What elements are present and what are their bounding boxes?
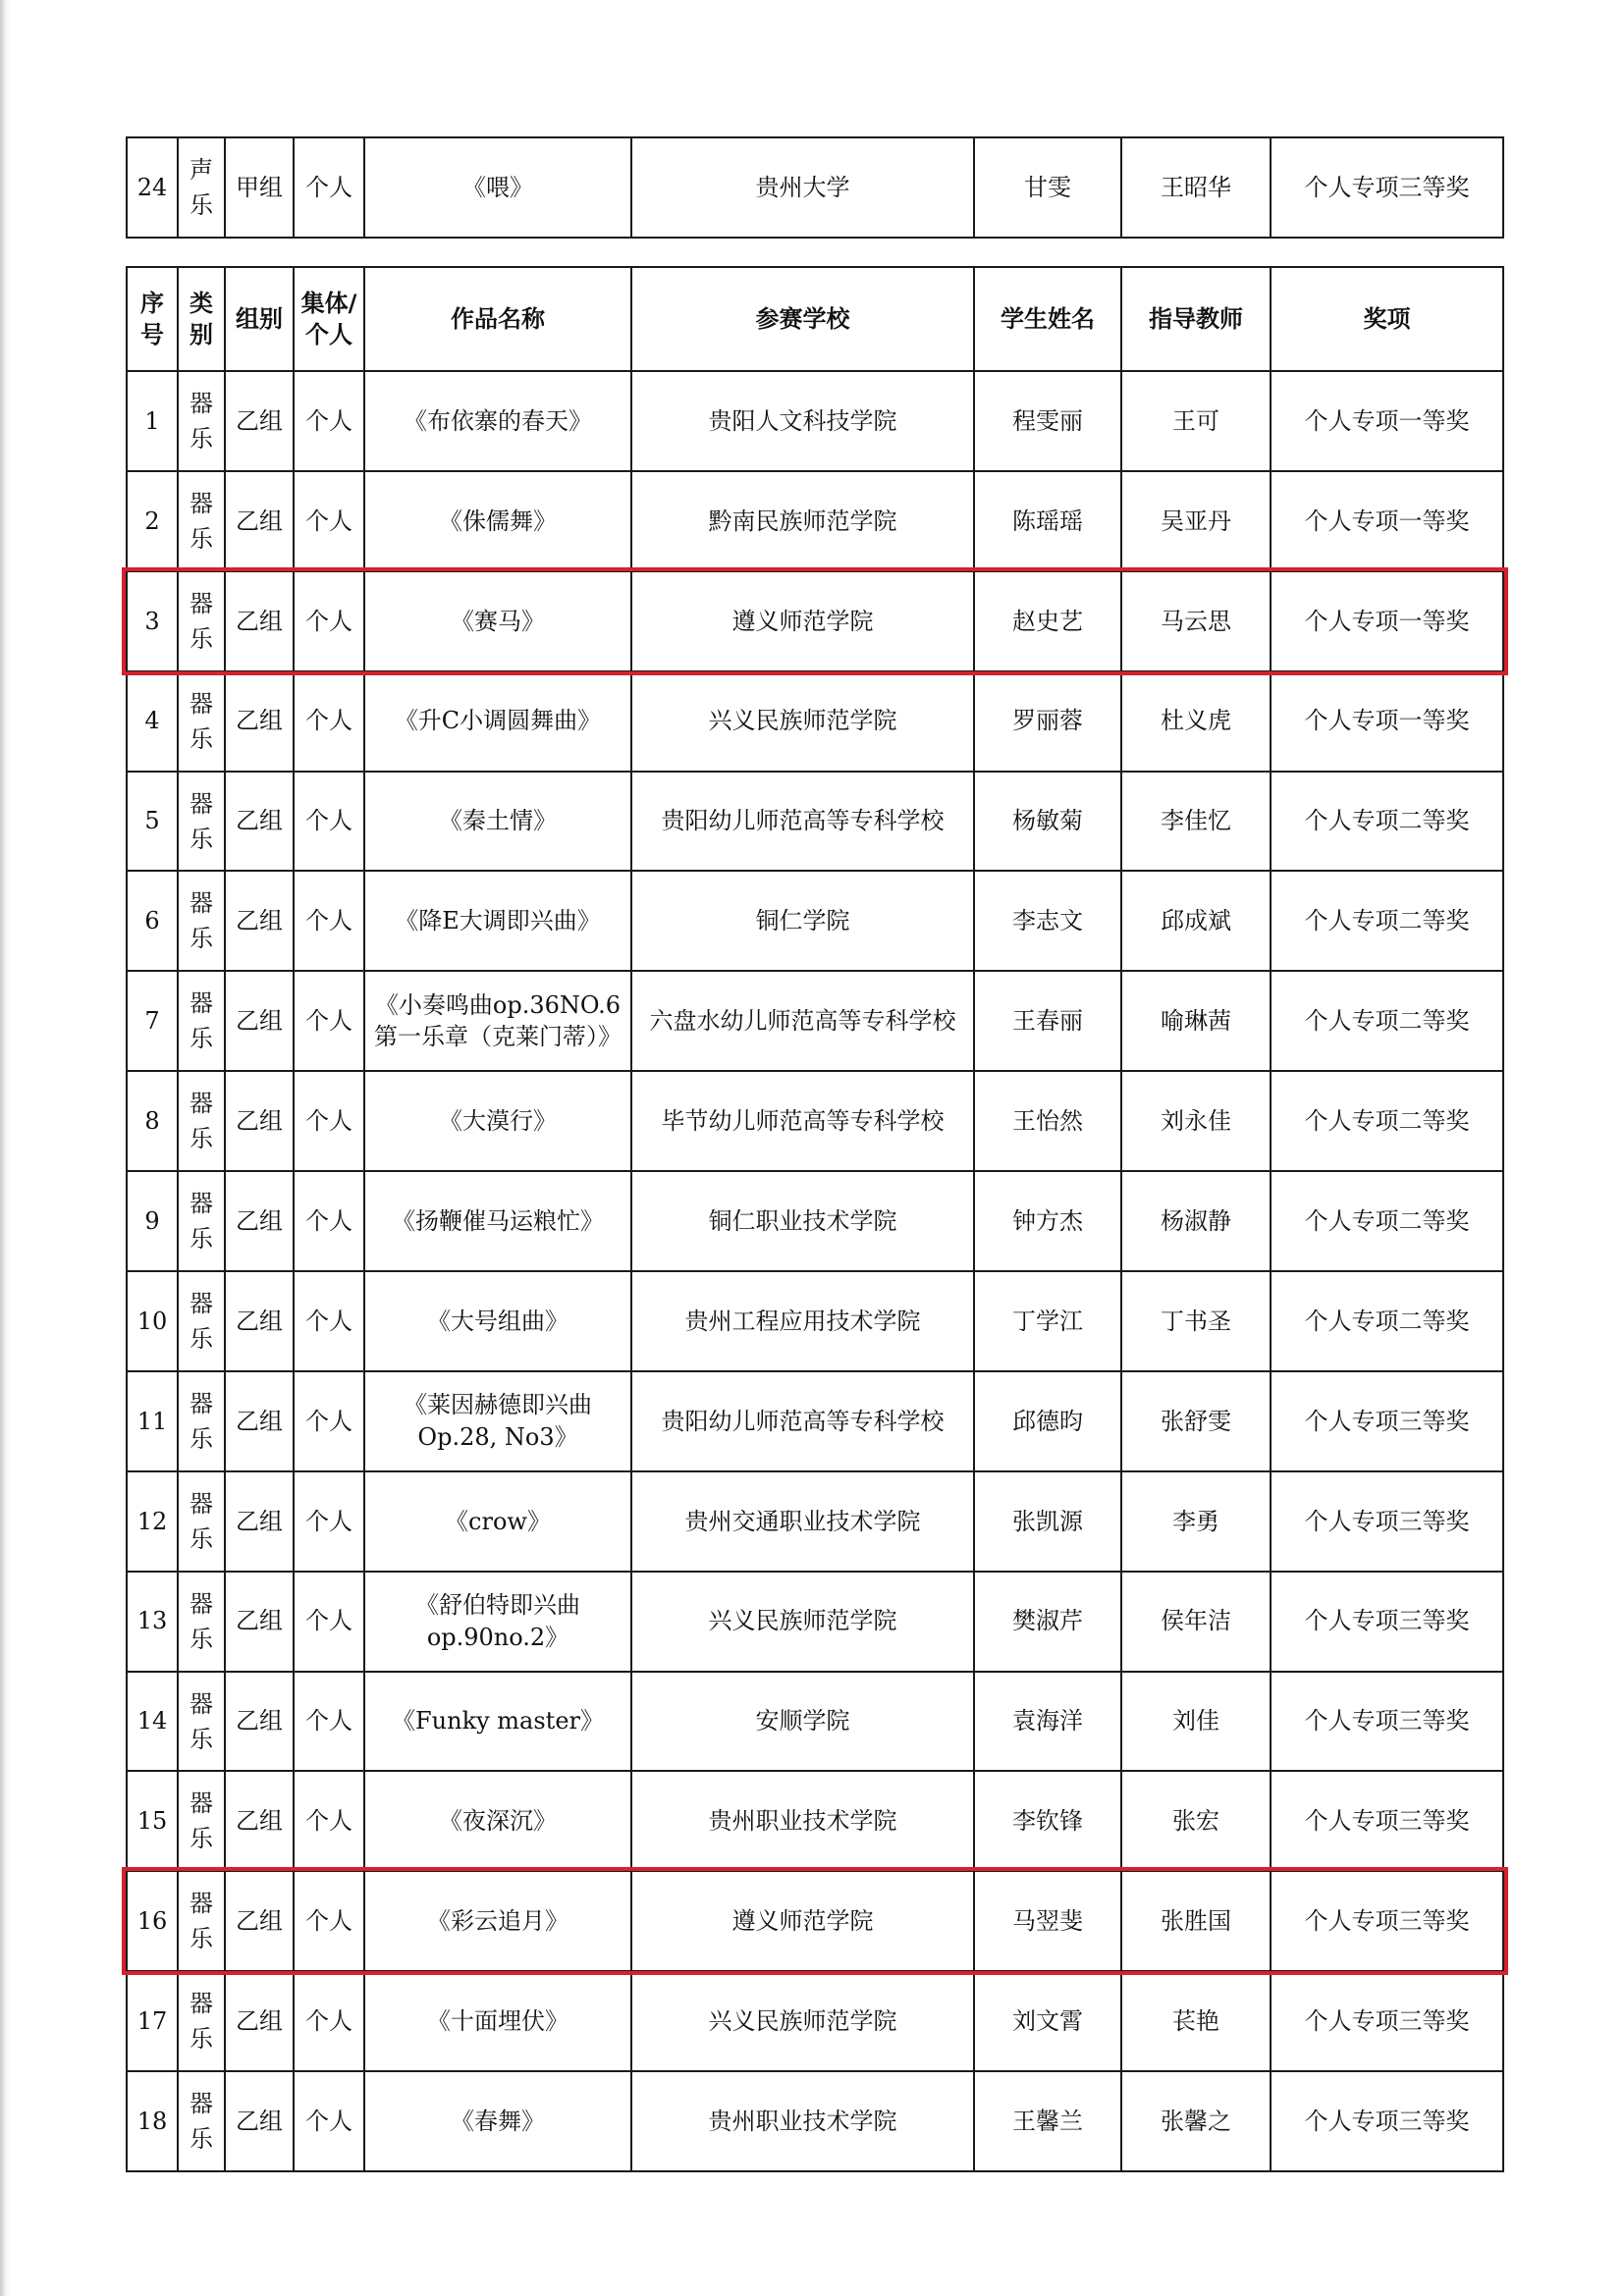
row-student: 程雯丽: [974, 371, 1121, 471]
table-row: [127, 671, 1503, 772]
row-index: 13: [127, 1572, 178, 1672]
row-award: 个人专项二等奖: [1271, 871, 1503, 971]
table-row: [127, 1871, 1503, 1971]
row-school: 毕节幼儿师范高等专科学校: [631, 1071, 974, 1171]
header-category: 类 别: [178, 267, 225, 371]
row-index: 16: [127, 1871, 178, 1971]
row-group: 乙组: [225, 1271, 294, 1371]
row-teacher: 王可: [1121, 371, 1271, 471]
row-school: 贵阳幼儿师范高等专科学校: [631, 772, 974, 872]
row-index: 11: [127, 1371, 178, 1471]
row-category: 器 乐: [178, 371, 225, 471]
row-school: 贵州大学: [631, 137, 974, 238]
row-category: 器 乐: [178, 1771, 225, 1871]
row-group: 乙组: [225, 1672, 294, 1772]
row-index: 14: [127, 1672, 178, 1772]
row-teacher: 杜义虎: [1121, 671, 1271, 772]
row-award: 个人专项三等奖: [1271, 1771, 1503, 1871]
row-type: 个人: [294, 772, 364, 872]
table-row: [127, 571, 1503, 671]
row-teacher: 张胜国: [1121, 1871, 1271, 1971]
row-teacher: 李佳忆: [1121, 772, 1271, 872]
row-school: 兴义民族师范学院: [631, 671, 974, 772]
table-row: [127, 971, 1503, 1071]
table-row: [127, 1171, 1503, 1271]
row-type: 个人: [294, 2071, 364, 2171]
row-index: 10: [127, 1271, 178, 1371]
row-type: 个人: [294, 1971, 364, 2071]
row-category: 器 乐: [178, 671, 225, 772]
row-work: 《莱因赫德即兴曲Op.28, No3》: [364, 1371, 631, 1471]
row-award: 个人专项一等奖: [1271, 571, 1503, 671]
row-student: 李志文: [974, 871, 1121, 971]
row-type: 个人: [294, 1572, 364, 1672]
row-award: 个人专项一等奖: [1271, 371, 1503, 471]
header-type: 集体/ 个人: [294, 267, 364, 371]
row-type: 个人: [294, 1471, 364, 1572]
row-work: 《扬鞭催马运粮忙》: [364, 1171, 631, 1271]
row-index: 4: [127, 671, 178, 772]
row-type: 个人: [294, 1672, 364, 1772]
table-row: [127, 2071, 1503, 2171]
row-award: 个人专项三等奖: [1271, 1572, 1503, 1672]
row-group: 乙组: [225, 772, 294, 872]
row-category: 器 乐: [178, 2071, 225, 2171]
row-award: 个人专项二等奖: [1271, 1271, 1503, 1371]
row-student: 赵史艺: [974, 571, 1121, 671]
row-type: 个人: [294, 971, 364, 1071]
row-school: 遵义师范学院: [631, 571, 974, 671]
table-row: [127, 471, 1503, 571]
row-type: 个人: [294, 1071, 364, 1171]
table-row: [127, 1271, 1503, 1371]
row-category: 器 乐: [178, 772, 225, 872]
row-group: 乙组: [225, 871, 294, 971]
table-row: [127, 1971, 1503, 2071]
row-type: 个人: [294, 871, 364, 971]
row-student: 丁学江: [974, 1271, 1121, 1371]
header-group: 组别: [225, 267, 294, 371]
row-type: 个人: [294, 1371, 364, 1471]
table-row: [127, 1672, 1503, 1772]
row-school: 黔南民族师范学院: [631, 471, 974, 571]
row-group: 乙组: [225, 571, 294, 671]
header-index: 序 号: [127, 267, 178, 371]
row-award: 个人专项二等奖: [1271, 971, 1503, 1071]
row-student: 刘文霄: [974, 1971, 1121, 2071]
row-group: 乙组: [225, 1572, 294, 1672]
row-student: 王馨兰: [974, 2071, 1121, 2171]
row-award: 个人专项二等奖: [1271, 772, 1503, 872]
row-work: 《舒伯特即兴曲op.90no.2》: [364, 1572, 631, 1672]
row-work: 《夜深沉》: [364, 1771, 631, 1871]
row-award: 个人专项三等奖: [1271, 1471, 1503, 1572]
row-category: 器 乐: [178, 1871, 225, 1971]
row-award: 个人专项三等奖: [1271, 1371, 1503, 1471]
header-award: 奖项: [1271, 267, 1503, 371]
row-group: 乙组: [225, 2071, 294, 2171]
row-group: 乙组: [225, 1871, 294, 1971]
row-type: 个人: [294, 671, 364, 772]
row-group: 乙组: [225, 1171, 294, 1271]
row-index: 8: [127, 1071, 178, 1171]
row-category: 声 乐: [178, 137, 225, 238]
row-student: 樊淑芹: [974, 1572, 1121, 1672]
header-teacher: 指导教师: [1121, 267, 1271, 371]
row-award: 个人专项二等奖: [1271, 1171, 1503, 1271]
row-school: 贵州职业技术学院: [631, 2071, 974, 2171]
row-index: 2: [127, 471, 178, 571]
row-type: 个人: [294, 371, 364, 471]
row-student: 钟方杰: [974, 1171, 1121, 1271]
table-row: [127, 1471, 1503, 1572]
row-student: 王春丽: [974, 971, 1121, 1071]
row-work: 《大号组曲》: [364, 1271, 631, 1371]
row-student: 张凯源: [974, 1471, 1121, 1572]
table-row: [127, 137, 1503, 238]
row-category: 器 乐: [178, 1971, 225, 2071]
row-index: 17: [127, 1971, 178, 2071]
row-index: 12: [127, 1471, 178, 1572]
row-teacher: 丁书圣: [1121, 1271, 1271, 1371]
row-teacher: 吴亚丹: [1121, 471, 1271, 571]
row-group: 乙组: [225, 671, 294, 772]
row-student: 陈瑶瑶: [974, 471, 1121, 571]
row-category: 器 乐: [178, 1071, 225, 1171]
row-school: 兴义民族师范学院: [631, 1971, 974, 2071]
row-group: 乙组: [225, 471, 294, 571]
header-school: 参赛学校: [631, 267, 974, 371]
header-work: 作品名称: [364, 267, 631, 371]
row-student: 邱德昀: [974, 1371, 1121, 1471]
row-category: 器 乐: [178, 1672, 225, 1772]
row-award: 个人专项三等奖: [1271, 1871, 1503, 1971]
row-teacher: 苌艳: [1121, 1971, 1271, 2071]
row-index: 3: [127, 571, 178, 671]
row-school: 安顺学院: [631, 1672, 974, 1772]
row-work: 《小奏鸣曲op.36NO.6第一乐章（克莱门蒂）》: [364, 971, 631, 1071]
row-school: 兴义民族师范学院: [631, 1572, 974, 1672]
row-teacher: 刘永佳: [1121, 1071, 1271, 1171]
row-teacher: 王昭华: [1121, 137, 1271, 238]
row-category: 器 乐: [178, 1371, 225, 1471]
row-group: 乙组: [225, 1971, 294, 2071]
table-row: [127, 1071, 1503, 1171]
row-group: 乙组: [225, 1071, 294, 1171]
header-student: 学生姓名: [974, 267, 1121, 371]
row-award: 个人专项一等奖: [1271, 471, 1503, 571]
row-work: 《侏儒舞》: [364, 471, 631, 571]
row-teacher: 杨淑静: [1121, 1171, 1271, 1271]
row-award: 个人专项三等奖: [1271, 1971, 1503, 2071]
row-student: 罗丽蓉: [974, 671, 1121, 772]
row-type: 个人: [294, 471, 364, 571]
row-work: 《大漠行》: [364, 1071, 631, 1171]
row-group: 乙组: [225, 1471, 294, 1572]
row-student: 袁海洋: [974, 1672, 1121, 1772]
row-teacher: 张宏: [1121, 1771, 1271, 1871]
row-category: 器 乐: [178, 1171, 225, 1271]
table-row: [127, 1572, 1503, 1672]
row-award: 个人专项三等奖: [1271, 1672, 1503, 1772]
previous-page-table: [126, 136, 1504, 239]
row-category: 器 乐: [178, 871, 225, 971]
row-category: 器 乐: [178, 1572, 225, 1672]
row-student: 王怡然: [974, 1071, 1121, 1171]
row-category: 器 乐: [178, 1471, 225, 1572]
row-work: 《春舞》: [364, 2071, 631, 2171]
row-type: 个人: [294, 1271, 364, 1371]
row-index: 18: [127, 2071, 178, 2171]
row-award: 个人专项二等奖: [1271, 1071, 1503, 1171]
row-work: 《赛马》: [364, 571, 631, 671]
row-work: 《Funky master》: [364, 1672, 631, 1772]
scan-edge-shadow: [0, 0, 10, 2296]
row-type: 个人: [294, 1171, 364, 1271]
row-teacher: 侯年洁: [1121, 1572, 1271, 1672]
row-school: 六盘水幼儿师范高等专科学校: [631, 971, 974, 1071]
row-category: 器 乐: [178, 471, 225, 571]
row-teacher: 刘佳: [1121, 1672, 1271, 1772]
table-row: [127, 772, 1503, 872]
row-work: 《十面埋伏》: [364, 1971, 631, 2071]
row-work: 《布依寨的春天》: [364, 371, 631, 471]
row-work: 《彩云追月》: [364, 1871, 631, 1971]
row-student: 马翌斐: [974, 1871, 1121, 1971]
row-award: 个人专项三等奖: [1271, 2071, 1503, 2171]
row-type: 个人: [294, 1771, 364, 1871]
row-school: 贵阳人文科技学院: [631, 371, 974, 471]
row-category: 器 乐: [178, 1271, 225, 1371]
row-school: 贵阳幼儿师范高等专科学校: [631, 1371, 974, 1471]
table-header-row: [127, 267, 1503, 371]
row-school: 铜仁职业技术学院: [631, 1171, 974, 1271]
row-school: 贵州职业技术学院: [631, 1771, 974, 1871]
row-student: 杨敏菊: [974, 772, 1121, 872]
row-category: 器 乐: [178, 571, 225, 671]
row-index: 9: [127, 1171, 178, 1271]
row-index: 6: [127, 871, 178, 971]
row-type: 个人: [294, 1871, 364, 1971]
table-row: [127, 871, 1503, 971]
row-type: 个人: [294, 571, 364, 671]
row-teacher: 马云思: [1121, 571, 1271, 671]
row-student: 李钦锋: [974, 1771, 1121, 1871]
row-teacher: 邱成斌: [1121, 871, 1271, 971]
row-index: 7: [127, 971, 178, 1071]
row-teacher: 张馨之: [1121, 2071, 1271, 2171]
row-work: 《crow》: [364, 1471, 631, 1572]
row-work: 《喂》: [364, 137, 631, 238]
row-work: 《升C小调圆舞曲》: [364, 671, 631, 772]
row-index: 1: [127, 371, 178, 471]
row-school: 贵州工程应用技术学院: [631, 1271, 974, 1371]
row-type: 个人: [294, 137, 364, 238]
row-group: 乙组: [225, 1771, 294, 1871]
row-school: 遵义师范学院: [631, 1871, 974, 1971]
row-school: 贵州交通职业技术学院: [631, 1471, 974, 1572]
row-award: 个人专项一等奖: [1271, 671, 1503, 772]
row-category: 器 乐: [178, 971, 225, 1071]
row-group: 甲组: [225, 137, 294, 238]
table-row: [127, 371, 1503, 471]
row-index: 24: [127, 137, 178, 238]
row-group: 乙组: [225, 971, 294, 1071]
row-work: 《降E大调即兴曲》: [364, 871, 631, 971]
row-index: 15: [127, 1771, 178, 1871]
row-teacher: 李勇: [1121, 1471, 1271, 1572]
row-group: 乙组: [225, 371, 294, 471]
award-table: [126, 266, 1504, 2172]
row-teacher: 张舒雯: [1121, 1371, 1271, 1471]
table-row: [127, 1371, 1503, 1471]
row-school: 铜仁学院: [631, 871, 974, 971]
row-student: 甘雯: [974, 137, 1121, 238]
row-work: 《秦土情》: [364, 772, 631, 872]
row-award: 个人专项三等奖: [1271, 137, 1503, 238]
row-teacher: 喻琳茜: [1121, 971, 1271, 1071]
table-row: [127, 1771, 1503, 1871]
row-index: 5: [127, 772, 178, 872]
row-group: 乙组: [225, 1371, 294, 1471]
